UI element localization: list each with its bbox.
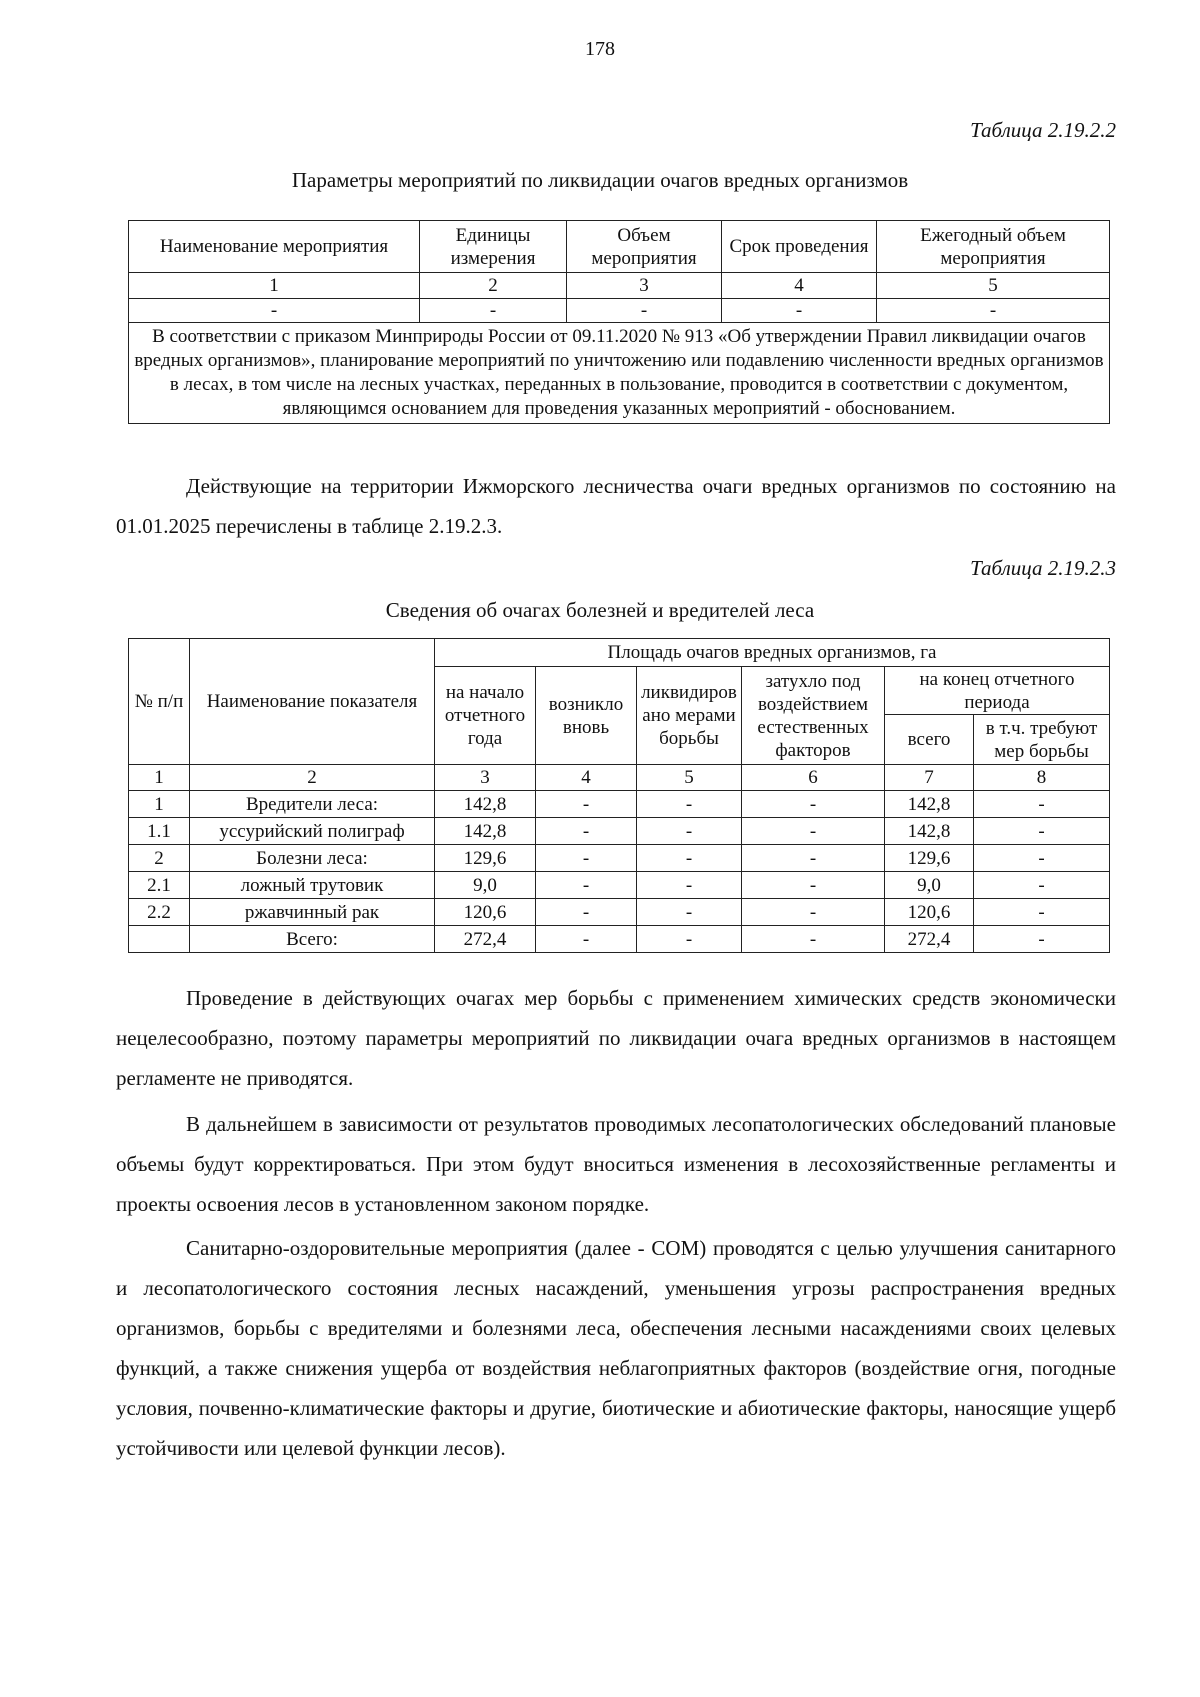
table1-colnum: 1: [129, 273, 420, 299]
table2-caption: Таблица 2.19.2.3: [970, 556, 1116, 580]
table2-cell: 142,8: [435, 818, 536, 845]
table2: [128, 638, 1110, 953]
table2-cell: 2.2: [129, 899, 190, 926]
table2-cell: 129,6: [885, 845, 974, 872]
table2-cell: -: [637, 899, 742, 926]
table2-cell: -: [536, 818, 637, 845]
table2-colnum: 6: [742, 765, 885, 791]
table2-colnum: 2: [190, 765, 435, 791]
table2-cell: -: [742, 926, 885, 953]
table2-cell: 129,6: [435, 845, 536, 872]
paragraph-3: [116, 1104, 1116, 1224]
page-number: 178: [585, 38, 615, 60]
table2-colnum: 7: [885, 765, 974, 791]
paragraph-2-text: Проведение в действующих очагах мер борьбы с применением химических средств экономически нецелесообразно, поэтому параметры мероприятий по ликвидации очага вредных организмов в настоящем регламенте не приводятся.: [116, 986, 1116, 1090]
table2-cell: -: [974, 845, 1110, 872]
table2-cell: -: [637, 791, 742, 818]
paragraph-2: [116, 978, 1116, 1098]
table2-cell: -: [637, 926, 742, 953]
table2-cell: -: [974, 926, 1110, 953]
table2-cell: [129, 926, 190, 953]
table2-cell: -: [536, 791, 637, 818]
table1-cell: -: [567, 299, 722, 323]
table2-cell: -: [637, 818, 742, 845]
table2-cell: ложный трутовик: [190, 872, 435, 899]
table2-cell: Болезни леса:: [190, 845, 435, 872]
table2-cell: -: [536, 872, 637, 899]
table2-header-name: Наименование показателя: [190, 639, 435, 765]
table2-header-total: всего: [885, 715, 974, 765]
table2-cell: уссурийский полиграф: [190, 818, 435, 845]
table2-cell: -: [974, 791, 1110, 818]
table2-cell: -: [742, 872, 885, 899]
table2-cell: -: [974, 899, 1110, 926]
table2-cell: ржавчинный рак: [190, 899, 435, 926]
table2-cell: -: [742, 791, 885, 818]
table1-header: Объем мероприятия: [567, 221, 722, 273]
table1-cell: -: [877, 299, 1110, 323]
table2-header-start: на начало отчетного года: [435, 667, 536, 765]
table2-cell: 142,8: [435, 791, 536, 818]
table2-header-area: Площадь очагов вредных организмов, га: [435, 639, 1110, 667]
table2-colnum: 3: [435, 765, 536, 791]
table2-cell: -: [742, 899, 885, 926]
table2-cell: -: [637, 872, 742, 899]
table2-colnum: 5: [637, 765, 742, 791]
table-row: [129, 791, 1110, 818]
table2-cell: -: [742, 845, 885, 872]
table2-cell: 2.1: [129, 872, 190, 899]
table1-caption: Таблица 2.19.2.2: [970, 118, 1116, 142]
table1-cell: -: [129, 299, 420, 323]
table2-cell: -: [536, 845, 637, 872]
table1-header: Единицы измерения: [420, 221, 567, 273]
table2-header-end: на конец отчетного периода: [885, 667, 1110, 715]
table-row: [129, 899, 1110, 926]
table2-cell: 9,0: [435, 872, 536, 899]
paragraph-4-text: Санитарно-оздоровительные мероприятия (далее - СОМ) проводятся с целью улучшения санитарного и лесопатологического состояния лесных насаждений, уменьшения угрозы распространения вредных организмов, борьбы с вредителями и болезнями леса, обеспечения лесными насаждениями своих целевых функций, а также снижения ущерба от воздействия неблагоприятных факторов (воздействие огня, погодные условия, почвенно-климатические факторы и другие, биотические и абиотические факторы, наносящие ущерб устойчивости или целевой функции лесов).: [116, 1236, 1116, 1460]
table1-note: В соответствии с приказом Минприроды России от 09.11.2020 № 913 «Об утверждении Правил ликвидации очагов вредных организмов», планирование мероприятий по уничтожению или подавлению численности вредных организмов в лесах, в том числе на лесных участках, переданных в пользование, проводится в соответствии с документом, являющимся основанием для проведения указанных мероприятий - обоснованием.: [129, 323, 1110, 424]
table1-cell: -: [420, 299, 567, 323]
table1-title: Параметры мероприятий по ликвидации очагов вредных организмов: [291, 168, 909, 192]
table2-cell: -: [974, 818, 1110, 845]
table1-colnum: 4: [722, 273, 877, 299]
paragraph-1: [116, 466, 1116, 546]
table2-header-new: возникло вновь: [536, 667, 637, 765]
table2-cell: -: [536, 926, 637, 953]
table2-cell: 9,0: [885, 872, 974, 899]
table2-colnum: 1: [129, 765, 190, 791]
table2-header-num: № п/п: [129, 639, 190, 765]
table2-cell: 120,6: [435, 899, 536, 926]
table2-cell: 142,8: [885, 791, 974, 818]
paragraph-3-text: В дальнейшем в зависимости от результатов проводимых лесопатологических обследований плановые объемы будут корректироваться. При этом будут вноситься изменения в лесохозяйственные регламенты и проекты освоения лесов в установленном законом порядке.: [116, 1112, 1116, 1216]
table2-cell: -: [742, 818, 885, 845]
table2-colnum: 8: [974, 765, 1110, 791]
table2-header-faded: затухло под воздействием естественных факторов: [742, 667, 885, 765]
table2-header-need: в т.ч. требуют мер борьбы: [974, 715, 1110, 765]
table2-header-liquidated: ликвидировано мерами борьбы: [637, 667, 742, 765]
table2-cell: 272,4: [435, 926, 536, 953]
table2-cell: 120,6: [885, 899, 974, 926]
table2-cell: 1.1: [129, 818, 190, 845]
table2-cell: -: [637, 845, 742, 872]
table-row: [129, 845, 1110, 872]
paragraph-1-text: Действующие на территории Ижморского лесничества очаги вредных организмов по состоянию на 01.01.2025 перечислены в таблице 2.19.2.3.: [116, 474, 1116, 538]
table2-cell: -: [974, 872, 1110, 899]
table-row: [129, 872, 1110, 899]
table2-cell: 142,8: [885, 818, 974, 845]
table2-colnum: 4: [536, 765, 637, 791]
table2-cell: Вредители леса:: [190, 791, 435, 818]
table2-cell: 272,4: [885, 926, 974, 953]
table1-colnum: 3: [567, 273, 722, 299]
table1-header: Ежегодный объем мероприятия: [877, 221, 1110, 273]
table2-title: Сведения об очагах болезней и вредителей леса: [385, 598, 815, 622]
table2-cell: -: [536, 899, 637, 926]
table-row: [129, 926, 1110, 953]
table1-header: Наименование мероприятия: [129, 221, 420, 273]
paragraph-4: [116, 1228, 1116, 1468]
table-row: [129, 818, 1110, 845]
table1: [128, 220, 1110, 424]
table2-cell: Всего:: [190, 926, 435, 953]
table2-cell: 2: [129, 845, 190, 872]
table1-colnum: 2: [420, 273, 567, 299]
table1-cell: -: [722, 299, 877, 323]
table1-header: Срок проведения: [722, 221, 877, 273]
table2-cell: 1: [129, 791, 190, 818]
table1-colnum: 5: [877, 273, 1110, 299]
